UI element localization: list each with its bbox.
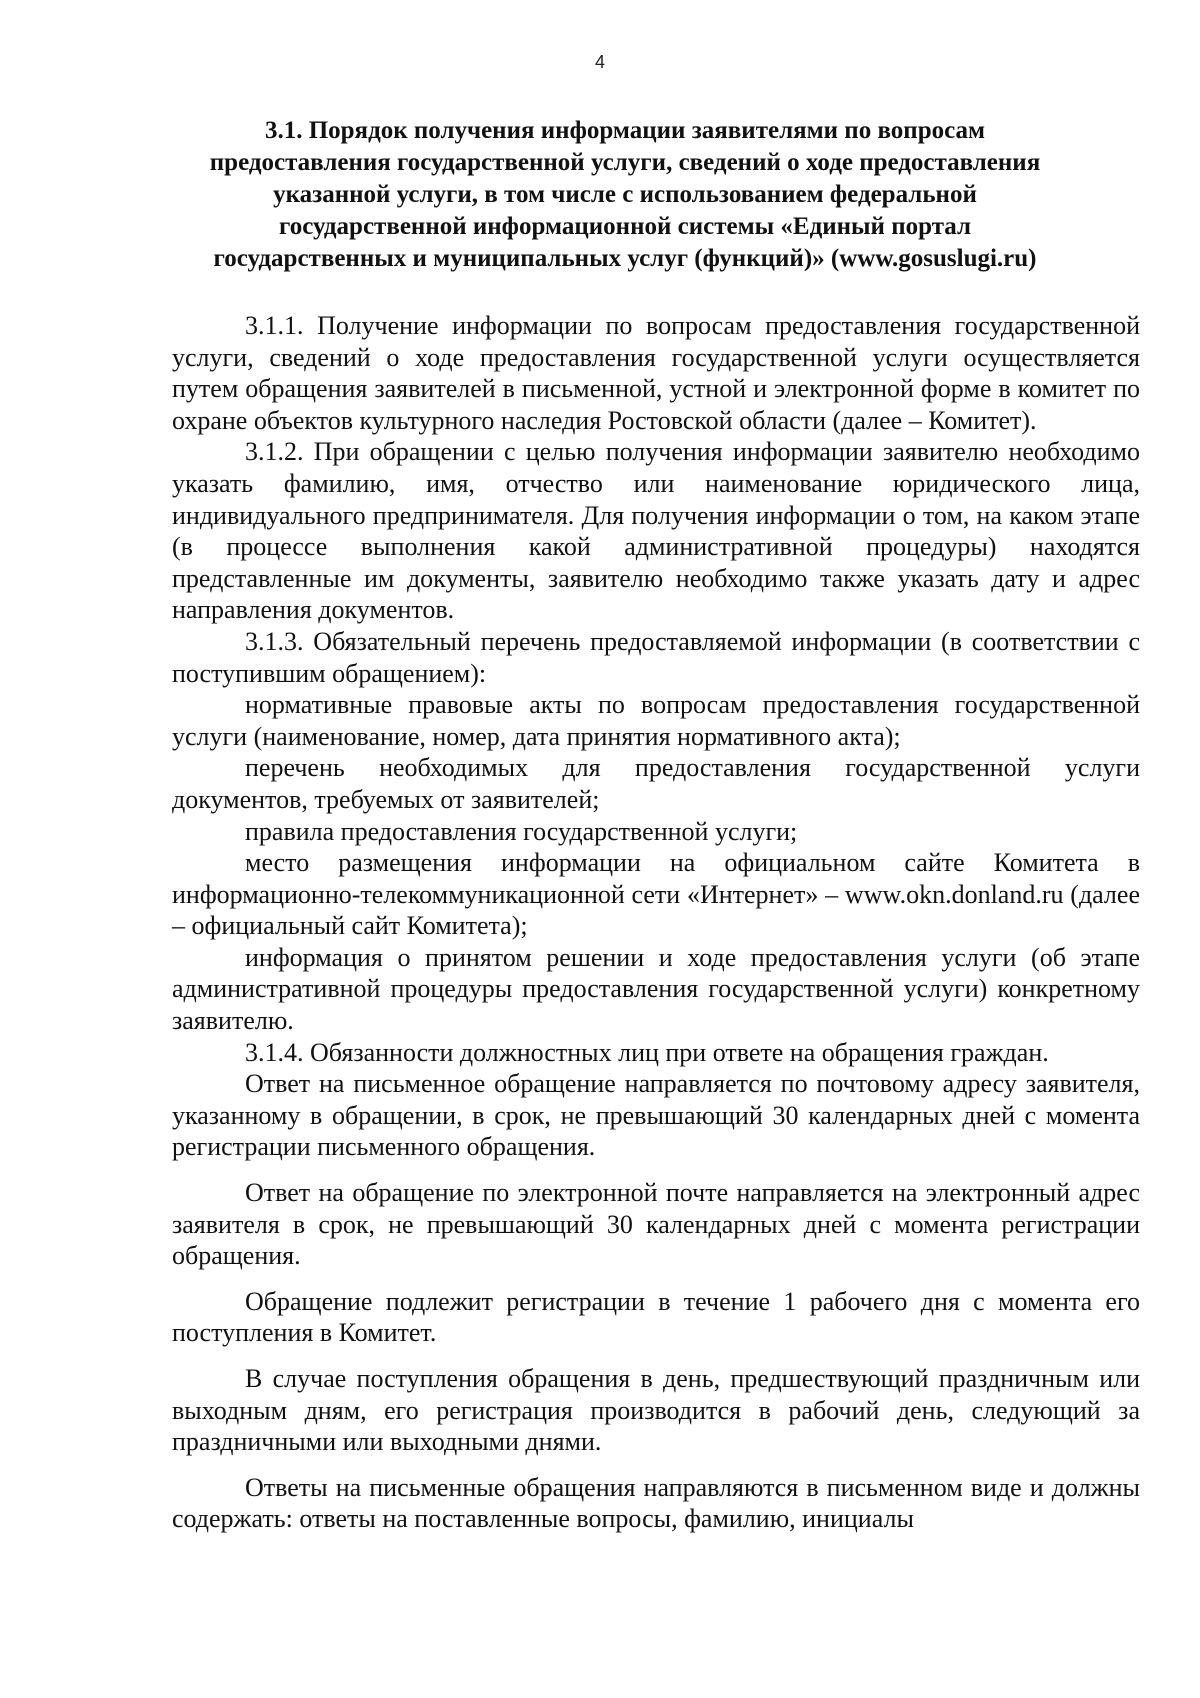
section-heading bbox=[150, 115, 1100, 275]
section-heading-line: государственных и муниципальных услуг (функций)» (www.gosuslugi.ru) bbox=[213, 245, 1037, 272]
paragraph-3-1-1: 3.1.1. Получение информации по вопросам предоставления государственной услуги, сведений о ходе предоставления государственной услуги осуществляется путем обращения заявителей в письменной, устной и электронной форме в комитет по охране объектов культурного наследия Ростовской области (далее – Комитет). bbox=[172, 311, 1140, 435]
list-item-website: место размещения информации на официальном сайте Комитета в информационно-телекоммуникационной сети «Интернет» – www.okn.donland.ru (далее – официальный сайт Комитета); bbox=[172, 848, 1140, 941]
list-item-decision-info: информация о принятом решении и ходе предоставления услуги (об этапе административной процедуры предоставления государственной услуги) конкретному заявителю. bbox=[172, 942, 1140, 1036]
section-heading-line: 3.1. Порядок получения информации заявителями по вопросам bbox=[264, 117, 986, 144]
list-item-rules: правила предоставления государственной услуги; bbox=[245, 816, 798, 846]
paragraph-3-1-3: 3.1.3. Обязательный перечень предоставляемой информации (в соответствии с поступившим обращением): bbox=[172, 626, 1140, 688]
section-heading-line: указанной услуги, в том числе с использованием федеральной bbox=[273, 181, 977, 208]
paragraph-written-reply: Ответ на письменное обращение направляется по почтовому адресу заявителя, указанному в обращении, в срок, не превышающий 30 календарных дней с момента регистрации письменного обращения. bbox=[172, 1069, 1140, 1162]
paragraph-email-reply: Ответ на обращение по электронной почте направляется на электронный адрес заявителя в срок, не превышающий 30 календарных дней с момента регистрации обращения. bbox=[172, 1178, 1140, 1271]
paragraph-3-1-4: 3.1.4. Обязанности должностных лиц при ответе на обращения граждан. bbox=[245, 1037, 1049, 1067]
paragraph-reply-contents: Ответы на письменные обращения направляются в письменном виде и должны содержать: ответы на поставленные вопросы, фамилию, инициалы bbox=[172, 1472, 1140, 1534]
section-heading-line: государственной информационной системы «Единый портал bbox=[278, 213, 972, 240]
page-number: 4 bbox=[594, 52, 605, 72]
section-heading-line: предоставления государственной услуги, сведений о ходе предоставления bbox=[209, 149, 1041, 176]
list-item-documents: перечень необходимых для предоставления государственной услуги документов, требуемых от заявителей; bbox=[172, 753, 1140, 814]
paragraph-registration: Обращение подлежит регистрации в течение 1 рабочего дня с момента его поступления в Комитет. bbox=[172, 1286, 1140, 1348]
body-text bbox=[172, 310, 1140, 1535]
paragraph-holiday-registration: В случае поступления обращения в день, предшествующий праздничным или выходным дням, его регистрация производится в рабочий день, следующий за праздничными или выходными днями. bbox=[172, 1364, 1140, 1457]
paragraph-3-1-2: 3.1.2. При обращении с целью получения информации заявителю необходимо указать фамилию, имя, отчество или наименование юридического лица, индивидуального предпринимателя. Для получения информации о том, на каком этапе (в процессе выполнения какой административной процедуры) находятся представленные им документы, заявителю необходимо также указать дату и адрес направления документов. bbox=[172, 437, 1140, 625]
list-item-normative-acts: нормативные правовые акты по вопросам предоставления государственной услуги (наименование, номер, дата принятия нормативного акта); bbox=[172, 690, 1140, 751]
